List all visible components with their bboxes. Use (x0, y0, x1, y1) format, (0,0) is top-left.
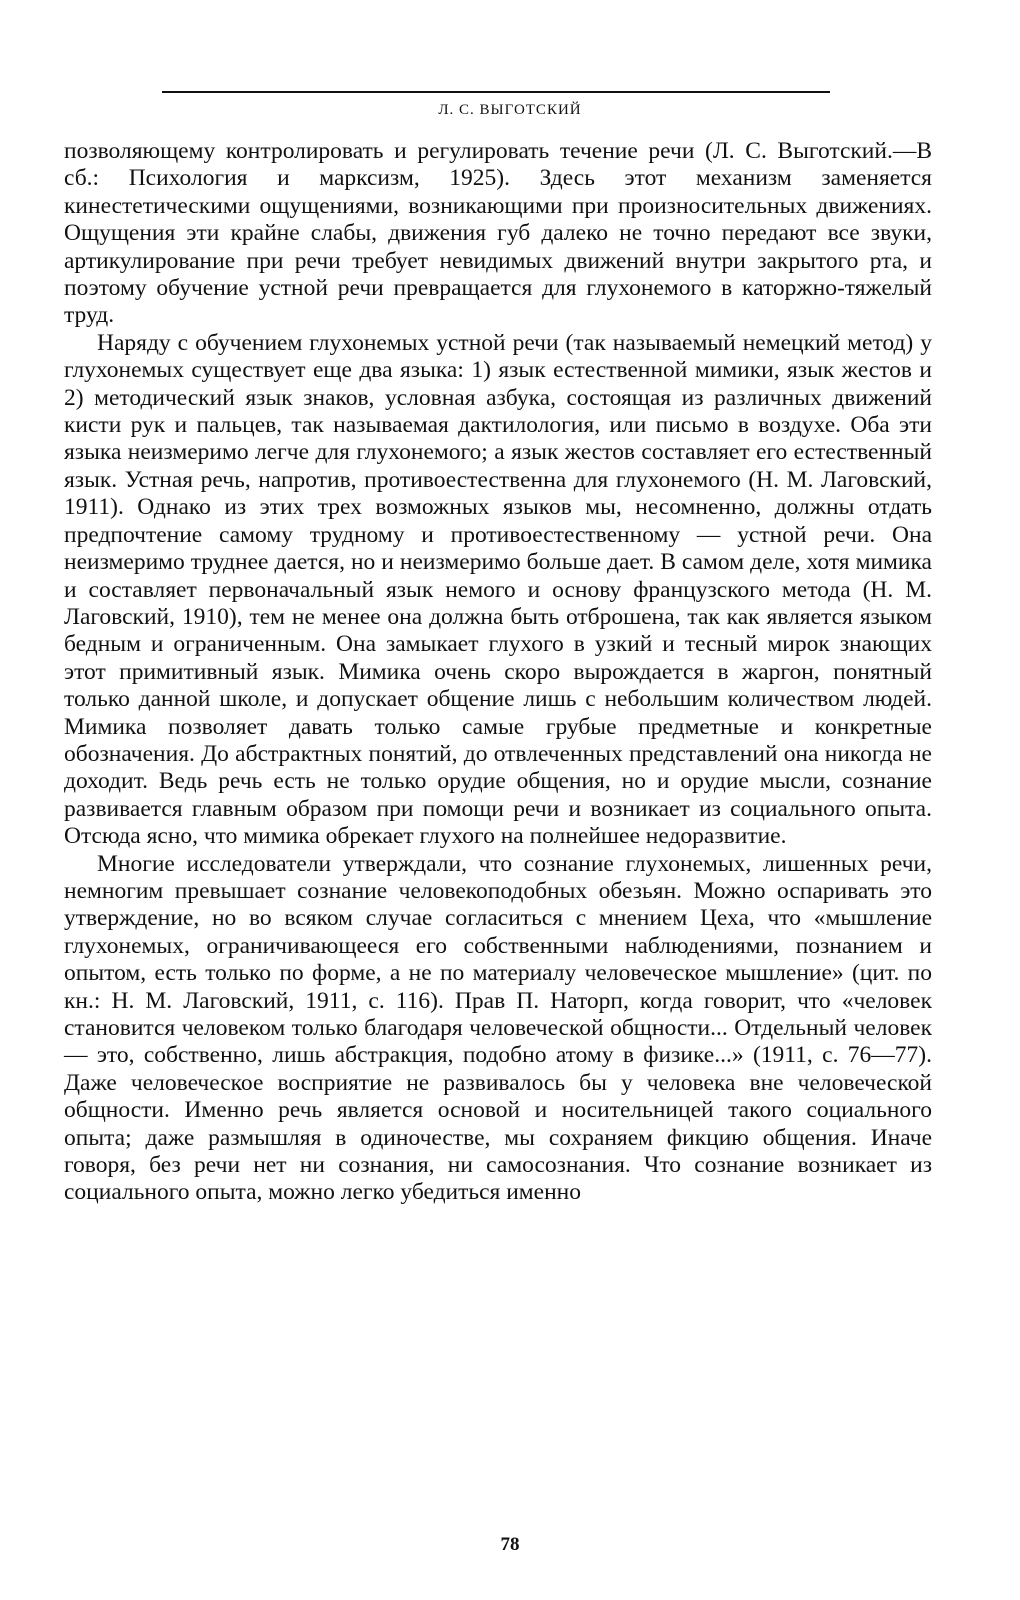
paragraph-1: позволяющему контролировать и регулировать течение речи (Л. С. Выготский.—В сб.: Психология и марксизм, 1925). Здесь этот механизм заменяется кинестетическими ощущениями, возникающими при произносительных движениях. Ощущения эти крайне слабы, движения губ далеко не точно передают все звуки, артикулирование при речи требует невидимых движений внутри закрытого рта, и поэтому обучение устной речи превращается для глухонемого в каторжно-тяжелый труд. (64, 138, 932, 329)
page-number: 78 (500, 1534, 520, 1555)
header-rule (162, 91, 830, 93)
paragraph-2: Наряду с обучением глухонемых устной речи (так называемый немецкий метод) у глухонемых существует еще два языка: 1) язык естественной мимики, язык жестов и 2) методический язык знаков, условная азбука, состоящая из различных движений кисти рук и пальцев, так называемая дактилология, или письмо в воздухе. Оба эти языка неизмеримо легче для глухонемого; а язык жестов составляет его естественный язык. Устная речь, напротив, противоестественна для глухонемого (Н. М. Лаговский, 1911). Однако из этих трех возможных языков мы, несомненно, должны отдать предпочтение самому трудному и противоестественному — устной речи. Она неизмеримо труднее дается, но и неизмеримо больше дает. В самом деле, хотя мимика и составляет первоначальный язык немого и основу французского метода (Н. М. Лаговский, 1910), тем не менее она должна быть отброшена, так как является языком бедным и ограниченным. Она замыкает глухого в узкий и тесный мирок знающих этот примитивный язык. Мимика очень скоро вырождается в жаргон, понятный только данной школе, и допускает общение лишь с небольшим количеством людей. Мимика позволяет давать только самые грубые предметные и конкретные обозначения. До абстрактных понятий, до отвлеченных представлений она никогда не доходит. Ведь речь есть не только орудие общения, но и орудие мысли, сознание развивается главным образом при помощи речи и возникает из социального опыта. Отсюда ясно, что мимика обрекает глухого на полнейшее недоразвитие. (64, 329, 932, 850)
running-head: Л. С. ВЫГОТСКИЙ (438, 102, 582, 118)
paragraph-3: Многие исследователи утверждали, что сознание глухонемых, лишенных речи, немногим превышает сознание человекоподобных обезьян. Можно оспаривать это утверждение, но во всяком случае согласиться с мнением Цеха, что «мышление глухонемых, ограничивающееся его собственными наблюдениями, познанием и опытом, есть только по форме, а не по материалу человеческое мышление» (цит. по кн.: Н. М. Лаговский, 1911, с. 116). Прав П. Наторп, когда говорит, что «человек становится человеком только благодаря человеческой общности... Отдельный человек — это, собственно, лишь абстракция, подобно атому в физике...» (1911, с. 76—77). Даже человеческое восприятие не развивалось бы у человека вне человеческой общности. Именно речь является основой и носительницей такого социального опыта; даже размышляя в одиночестве, мы сохраняем фикцию общения. Иначе говоря, без речи нет ни сознания, ни самосознания. Что сознание возникает из социального опыта, можно легко убедиться именно (64, 850, 932, 1206)
body-text (64, 138, 932, 1207)
